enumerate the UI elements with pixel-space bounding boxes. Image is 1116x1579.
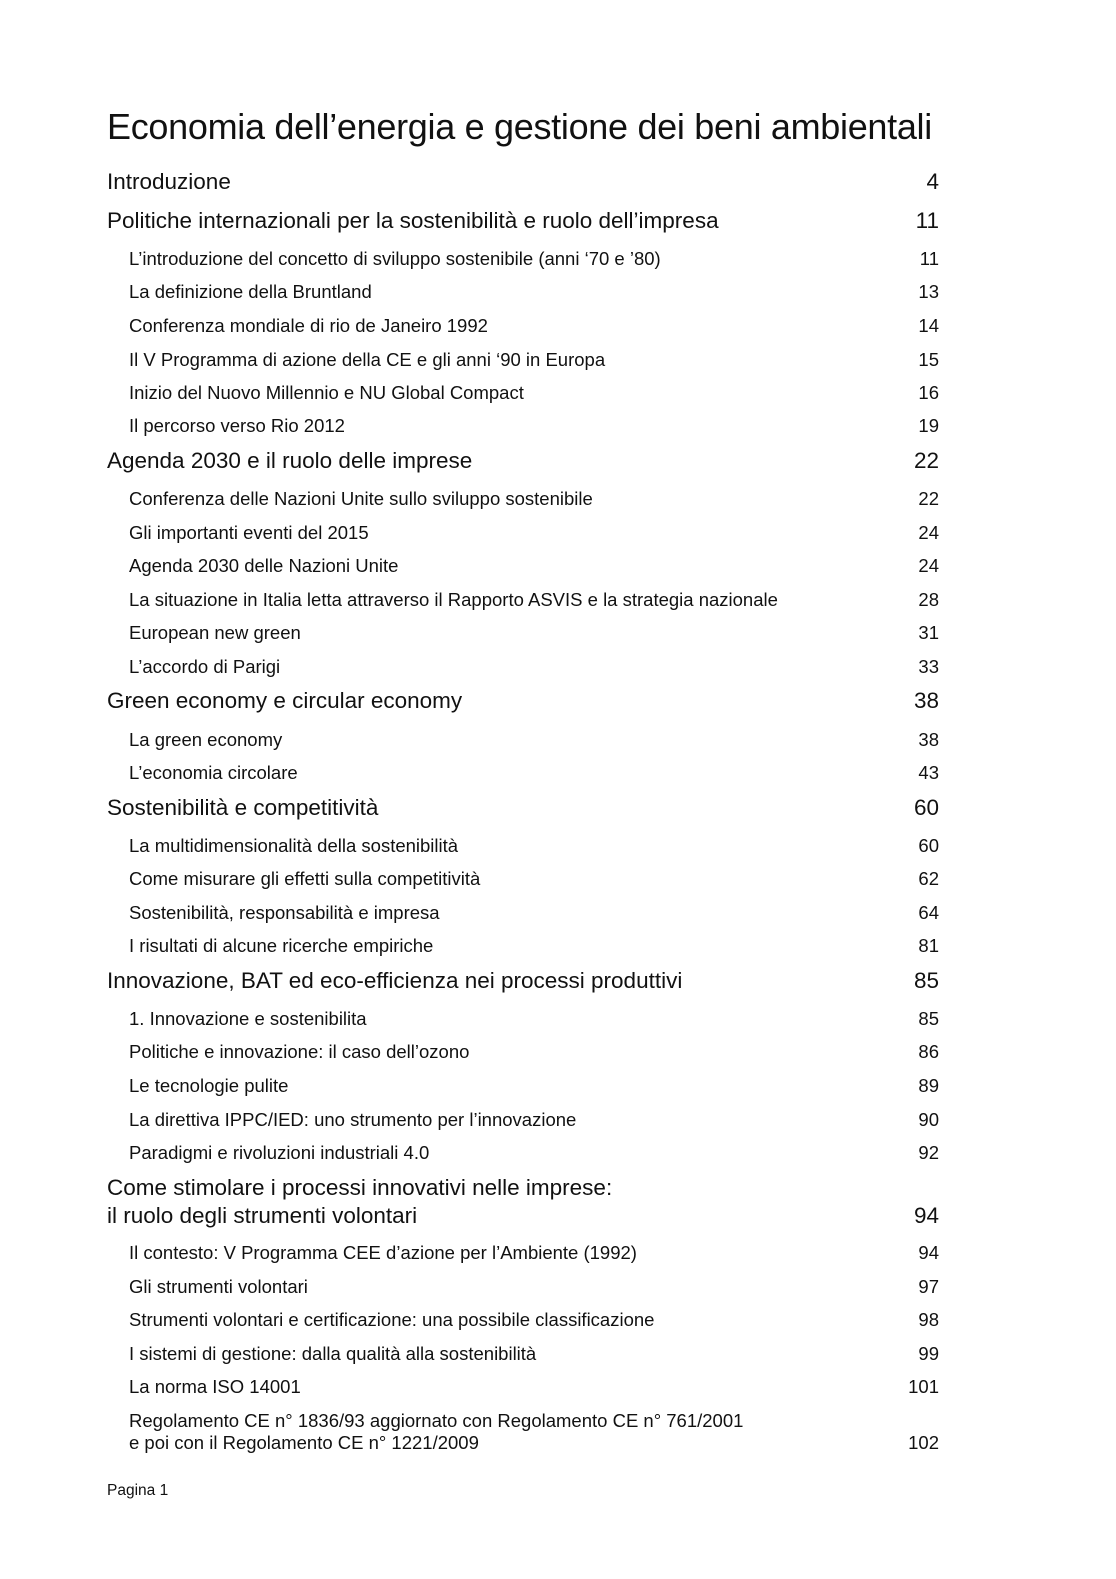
toc-section[interactable] [107, 520, 939, 544]
toc-entry-page: 14 [918, 315, 939, 336]
toc-entry-title: La situazione in Italia letta attraverso il Rapporto ASVIS e la strategia nazionale [129, 589, 778, 610]
toc-entry-title: Il percorso verso Rio 2012 [129, 415, 345, 436]
toc-entry-page: 38 [918, 729, 939, 750]
toc-entry-title: Introduzione [107, 169, 231, 194]
toc-section[interactable] [107, 380, 939, 404]
page-footer: Pagina 1 [107, 1482, 169, 1499]
toc-chapter-innovazione-bat[interactable] [107, 966, 939, 994]
toc-entry-page: 101 [908, 1376, 939, 1397]
toc-entry-page: 16 [918, 382, 939, 403]
document-title: Economia dell’energia e gestione dei beni ambientali [107, 106, 932, 147]
toc-section[interactable] [107, 833, 939, 857]
toc-section[interactable] [107, 1107, 939, 1131]
toc-chapter-agenda-2030[interactable] [107, 446, 939, 474]
toc-entry-title: Strumenti volontari e certificazione: una possibile classificazione [129, 1309, 655, 1330]
toc-entry-page: 64 [918, 902, 939, 923]
toc-section[interactable] [107, 413, 939, 437]
toc-entry-page: 81 [918, 935, 939, 956]
toc-entry-title: L’introduzione del concetto di sviluppo sostenibile (anni ‘70 e ’80) [129, 248, 661, 269]
toc-entry-page: 31 [918, 622, 939, 643]
toc-section-regolamento[interactable] [107, 1408, 939, 1454]
toc-entry-page: 19 [918, 415, 939, 436]
toc-entry-title: Come misurare gli effetti sulla competitività [129, 868, 481, 889]
toc-section[interactable] [107, 1006, 939, 1030]
toc-section[interactable] [107, 246, 939, 270]
toc-section[interactable] [107, 486, 939, 510]
toc-entry-title: La direttiva IPPC/IED: uno strumento per l’innovazione [129, 1109, 577, 1130]
toc-entry-title: I risultati di alcune ricerche empiriche [129, 935, 434, 956]
toc-entry-title: Le tecnologie pulite [129, 1075, 289, 1096]
toc-entry-page: 43 [918, 762, 939, 783]
toc-chapter-green-economy[interactable] [107, 686, 939, 714]
toc-section[interactable] [107, 760, 939, 784]
toc-section[interactable] [107, 1341, 939, 1365]
toc-entry-title: Conferenza delle Nazioni Unite sullo sviluppo sostenibile [129, 488, 593, 509]
toc-entry-page: 38 [913, 688, 939, 713]
toc-entry-title: L’accordo di Parigi [129, 656, 281, 677]
toc-entry-page: 86 [918, 1041, 939, 1062]
toc-entry-page: 15 [918, 349, 939, 370]
toc-entry-title: Sostenibilità e competitività [107, 795, 379, 820]
toc-entry-page: 90 [918, 1109, 939, 1130]
toc-entry-page: 62 [918, 868, 939, 889]
toc-section[interactable] [107, 727, 939, 751]
toc-entry-page: 85 [913, 968, 939, 993]
toc-section[interactable] [107, 933, 939, 957]
toc-chapter-strumenti-volontari[interactable] [107, 1174, 939, 1230]
toc-entry-page: 99 [918, 1343, 939, 1364]
toc-entry-page: 92 [918, 1142, 939, 1163]
toc-entry-page: 60 [918, 835, 939, 856]
toc-section[interactable] [107, 866, 939, 890]
toc-section[interactable] [107, 1073, 939, 1097]
toc-entry-title: Gli importanti eventi del 2015 [129, 522, 369, 543]
toc-entry-page: 102 [908, 1432, 939, 1453]
toc-entry-page: 89 [918, 1075, 939, 1096]
toc-entry-page: 94 [913, 1203, 939, 1228]
toc-chapter-sostenibilita-competitivita[interactable] [107, 793, 939, 821]
toc-entry-title: European new green [129, 622, 301, 643]
toc-entry-page: 28 [918, 589, 939, 610]
toc-entry-title: Gli strumenti volontari [129, 1276, 308, 1297]
toc-section[interactable] [107, 1140, 939, 1164]
toc-entry-title: Conferenza mondiale di rio de Janeiro 1992 [129, 315, 488, 336]
toc-section[interactable] [107, 1274, 939, 1298]
toc-section[interactable] [107, 279, 939, 303]
toc-entry-page: 97 [918, 1276, 939, 1297]
toc-entry-title: La multidimensionalità della sostenibilità [129, 835, 459, 856]
toc-entry-page: 94 [918, 1242, 939, 1263]
toc-section[interactable] [107, 900, 939, 924]
toc-entry-title: I sistemi di gestione: dalla qualità alla sostenibilità [129, 1343, 537, 1364]
toc-entry-title: Come stimolare i processi innovativi nelle imprese: il ruolo degli strumenti volontari [107, 1175, 613, 1228]
toc-entry-page: 33 [918, 656, 939, 677]
toc-entry-title: Innovazione, BAT ed eco-efficienza nei processi produttivi [107, 968, 683, 993]
toc-entry-title: Politiche e innovazione: il caso dell’ozono [129, 1041, 470, 1062]
toc-section[interactable] [107, 1307, 939, 1331]
toc-entry-page: 11 [915, 208, 939, 233]
toc-section[interactable] [107, 1039, 939, 1063]
toc-entry-title: La definizione della Bruntland [129, 281, 372, 302]
toc-entry-title: Sostenibilità, responsabilità e impresa [129, 902, 440, 923]
toc-entry-title: 1. Innovazione e sostenibilita [129, 1008, 367, 1029]
toc-entry-page: 24 [918, 522, 939, 543]
toc-entry-title: Paradigmi e rivoluzioni industriali 4.0 [129, 1142, 430, 1163]
toc-entry-title: Il V Programma di azione della CE e gli anni ‘90 in Europa [129, 349, 606, 370]
toc-entry-page: 85 [918, 1008, 939, 1029]
toc-entry-title: Politiche internazionali per la sostenibilità e ruolo dell’impresa [107, 208, 719, 233]
toc-entry-title: Agenda 2030 delle Nazioni Unite [129, 555, 399, 576]
toc-section[interactable] [107, 1240, 939, 1264]
toc-entry-title: La green economy [129, 729, 283, 750]
toc-section[interactable] [107, 553, 939, 577]
toc-entry-title: Regolamento CE n° 1836/93 aggiornato con Regolamento CE n° 761/2001 e poi con il Regolamento CE n° 1221/2009 [129, 1410, 744, 1453]
toc-entry-title: La norma ISO 14001 [129, 1376, 301, 1397]
toc-entry-title: Il contesto: V Programma CEE d’azione per l’Ambiente (1992) [129, 1242, 637, 1263]
toc-section[interactable] [107, 654, 939, 678]
toc-chapter-politiche-internazionali[interactable] [107, 206, 939, 234]
toc-entry-page: 24 [918, 555, 939, 576]
toc-entry-page: 4 [926, 169, 939, 194]
toc-section[interactable] [107, 313, 939, 337]
toc-section[interactable] [107, 587, 939, 611]
toc-entry-page: 13 [918, 281, 939, 302]
toc-entry-title: L’economia circolare [129, 762, 298, 783]
toc-entry-page: 60 [913, 795, 939, 820]
toc-entry-title: Inizio del Nuovo Millennio e NU Global Compact [129, 382, 524, 403]
toc-entry-page: 11 [919, 248, 939, 269]
toc-section[interactable] [107, 620, 939, 644]
toc-section[interactable] [107, 1374, 939, 1398]
toc-entry-title: Agenda 2030 e il ruolo delle imprese [107, 448, 473, 473]
toc-entry-title: Green economy e circular economy [107, 688, 463, 713]
toc-section[interactable] [107, 347, 939, 371]
toc-entry-page: 22 [913, 448, 939, 473]
toc-entry-page: 22 [918, 488, 939, 509]
toc-entry-page: 98 [918, 1309, 939, 1330]
toc-chapter-introduzione[interactable] [107, 167, 939, 195]
